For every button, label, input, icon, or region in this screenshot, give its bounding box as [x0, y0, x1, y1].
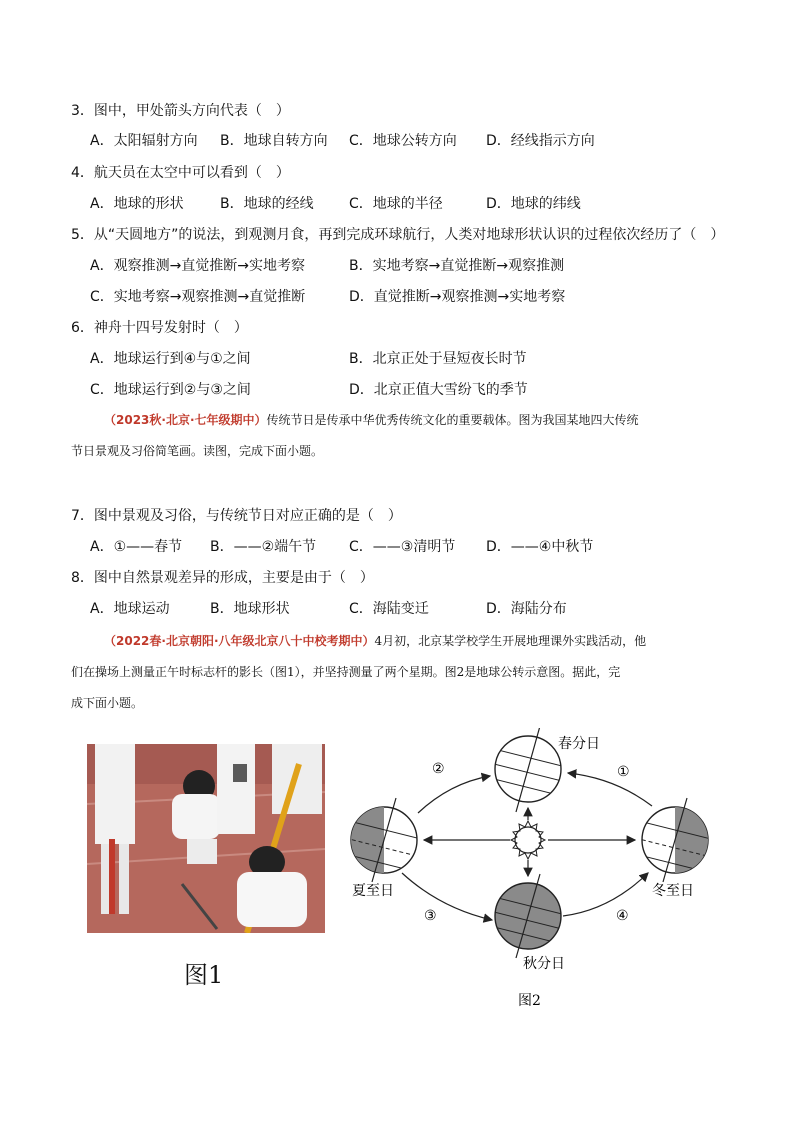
arrow-label-4: ④ [616, 908, 629, 924]
question-3-stem: 3．图中，甲处箭头方向代表（ ） [71, 103, 290, 119]
q7-option-d: D．——④中秋节 [486, 539, 594, 555]
q4-option-a: A．地球的形状 [90, 196, 184, 212]
label-autumn-equinox: 秋分日 [523, 956, 565, 972]
figure-2-caption: 图2 [518, 993, 541, 1009]
earth-winter-solstice [635, 798, 715, 882]
intro-2-source: （2022春·北京朝阳·八年级北京八十中校考期中） [104, 634, 375, 648]
arrow-label-1: ① [617, 764, 630, 780]
q3-option-b: B．地球自转方向 [220, 133, 328, 149]
question-7-stem: 7．图中景观及习俗，与传统节日对应正确的是（ ） [71, 508, 402, 524]
arrow-label-3: ③ [424, 908, 437, 924]
orbit-arrow-1 [568, 773, 652, 806]
q3-option-c: C．地球公转方向 [349, 133, 457, 149]
sun-icon [511, 821, 545, 859]
q5-option-c: C．实地考察→观察推测→直觉推断 [90, 289, 306, 305]
question-8-stem: 8．图中自然景观差异的形成，主要是由于（ ） [71, 570, 374, 586]
earth-summer-solstice [345, 798, 425, 882]
intro-1-source: （2023秋·北京·七年级期中） [104, 413, 267, 427]
q5-option-b: B．实地考察→直觉推断→观察推测 [349, 258, 565, 274]
label-summer-solstice: 夏至日 [352, 883, 394, 899]
question-5-stem: 5．从“天圆地方”的说法，到观测月食，再到完成环球航行，人类对地球形状认识的过程依次经历了（ ） [71, 227, 725, 243]
q6-option-a: A．地球运行到④与①之间 [90, 351, 251, 367]
q4-option-d: D．地球的纬线 [486, 196, 581, 212]
q4-option-c: C．地球的半径 [349, 196, 443, 212]
q6-option-c: C．地球运行到②与③之间 [90, 382, 251, 398]
figure-1-photo [87, 744, 325, 933]
orbit-arrow-3 [402, 873, 492, 920]
arrow-label-2: ② [432, 761, 445, 777]
q3-option-d: D．经线指示方向 [486, 133, 595, 149]
orbit-arrow-4 [563, 873, 648, 916]
intro-2-text-3: 成下面小题。 [71, 696, 144, 710]
earth-autumn-equinox [490, 874, 570, 958]
figure-1-caption: 图1 [184, 961, 224, 989]
label-spring-equinox: 春分日 [558, 736, 600, 752]
intro-1-text-1: 传统节日是传承中华优秀传统文化的重要载体。图为我国某地四大传统 [266, 413, 639, 427]
orbit-arrow-2 [418, 776, 490, 813]
label-winter-solstice: 冬至日 [652, 883, 694, 899]
q7-option-a: A．①——春节 [90, 539, 183, 555]
q7-option-c: C．——③清明节 [349, 539, 456, 555]
figure-2-earth-revolution-diagram [340, 728, 720, 1013]
question-6-stem: 6．神舟十四号发射时（ ） [71, 320, 248, 336]
q8-option-a: A．地球运动 [90, 601, 170, 617]
intro-2-text-1: 4月初，北京某学校学生开展地理课外实践活动，他 [374, 634, 647, 648]
q7-option-b: B．——②端午节 [210, 539, 317, 555]
q6-option-d: D．北京正值大雪纷飞的季节 [349, 382, 528, 398]
q5-option-d: D．直觉推断→观察推测→实地考察 [349, 289, 566, 305]
q8-option-b: B．地球形状 [210, 601, 290, 617]
q8-option-d: D．海陆分布 [486, 601, 567, 617]
intro-2-line-1 [104, 632, 646, 650]
q6-option-b: B．北京正处于昼短夜长时节 [349, 351, 527, 367]
q8-option-c: C．海陆变迁 [349, 601, 429, 617]
intro-2-text-2: 们在操场上测量正午时标志杆的影长（图1），并坚持测量了两个星期。图2是地球公转示意图。据此，完 [71, 665, 621, 679]
q5-option-a: A．观察推测→直觉推断→实地考察 [90, 258, 306, 274]
q4-option-b: B．地球的经线 [220, 196, 314, 212]
students-measuring-shadow-illustration [87, 744, 325, 933]
intro-1-text-2: 节日景观及习俗简笔画。读图，完成下面小题。 [71, 444, 324, 458]
q3-option-a: A．太阳辐射方向 [90, 133, 198, 149]
intro-1-line-1 [104, 411, 639, 429]
question-4-stem: 4．航天员在太空中可以看到（ ） [71, 165, 290, 181]
